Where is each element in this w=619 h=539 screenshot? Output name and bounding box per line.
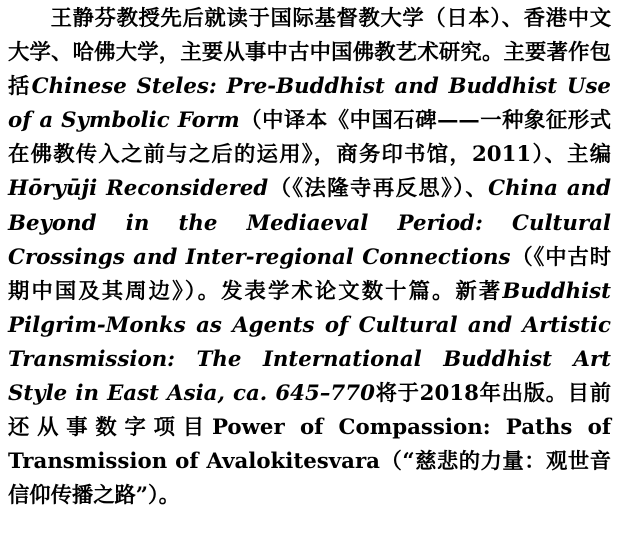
book-title-china-and-beyond: China and Beyond in the Mediaeval Period: Cultural Crossings and Inter-regional Connections [8,176,611,270]
book-title-chinese-steles: Chinese Steles: Pre-Buddhist and Buddhist Use of a Symbolic Form [8,74,611,134]
project-title-power-of-compassion: Power of Compassion: Paths of Transmission of Avalokitesvara [8,415,611,475]
bio-text-1: 王静芬教授先后就读于国际基督教大学（日本）、香港中文大学、哈佛大学，主要从事中古中国佛教艺术研究。主要著作包括 [8,6,611,100]
book-title-buddhist-pilgrim-monks: Buddhist Pilgrim-Monks as Agents of Cultural and Artistic Transmission: The International Buddhist Art Style in East Asia, ca. 645–770 [8,278,611,407]
bio-text-2: （中译本《中国石碑——一种象征形式在佛教传入之前与之后的运用》，商务印书馆，2011）、主编 [8,108,611,168]
bio-text-4: （《中古时期中国及其周边》）。发表学术论文数十篇。新著 [8,244,611,304]
author-bio-paragraph [8,2,611,513]
bio-text-6: （“慈悲的力量：观世音信仰传播之路”）。 [8,449,611,509]
bio-text-3: （《法隆寺再反思》）、 [268,176,489,202]
book-title-horyuji-reconsidered: Hōryūji Reconsidered [8,176,269,202]
bio-text-5: 将于2018年出版。目前还从事数字项目 [8,381,611,441]
